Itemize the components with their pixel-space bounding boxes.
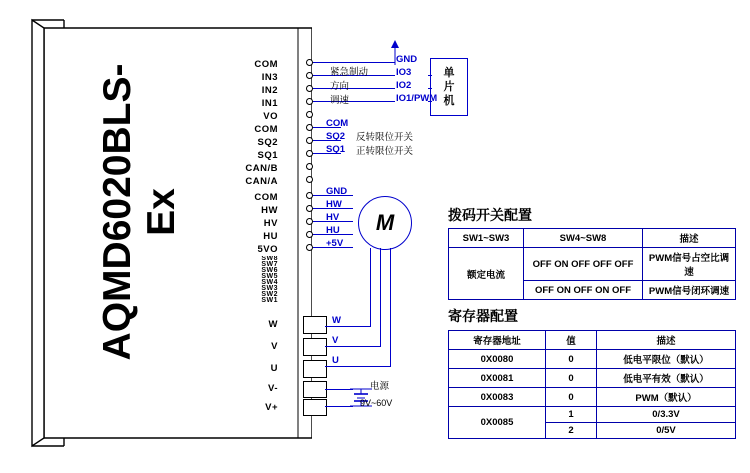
- lead-in1-io1: [313, 101, 395, 102]
- reg-desc-0083: PWM（默认）: [597, 388, 736, 407]
- pin-dot-com1: [306, 59, 313, 66]
- phase-v-wire-v: [380, 248, 381, 346]
- annotation-emergency-stop: 紧急制动: [330, 67, 369, 78]
- table-row: [449, 407, 736, 423]
- pin-dot-can-a: [306, 176, 313, 183]
- phase-u-wire-h: [325, 366, 391, 367]
- gnd-arrow-icon: [386, 40, 404, 66]
- sw-cell-r1-c3: PWM信号占空比调速: [643, 248, 736, 281]
- table-row: [449, 369, 736, 388]
- pin-label-in2: IN2: [261, 85, 278, 96]
- dip-switch-label-block: [238, 256, 282, 304]
- pin-dot-in2: [306, 85, 313, 92]
- table-row: [449, 388, 736, 407]
- pin-label-sw1: SW1: [261, 297, 278, 304]
- reg-header-addr: 寄存器地址: [449, 331, 546, 350]
- reg-desc-0085-2: 0/5V: [597, 423, 736, 439]
- pin-label-sw8: SW8: [261, 256, 278, 262]
- reg-desc-0081: 低电平有效（默认）: [597, 369, 736, 388]
- terminal-vplus: [303, 399, 327, 416]
- pin-label-sq1: SQ1: [257, 150, 278, 161]
- pin-label-sw3: SW3: [261, 285, 278, 292]
- signal-hu: HU: [326, 225, 340, 236]
- pin-label-sw5: SW5: [261, 273, 278, 280]
- table-row: [449, 248, 736, 281]
- table-row: [449, 350, 736, 369]
- pin-label-in1: IN1: [261, 98, 278, 109]
- signal-com-limit: COM: [326, 118, 349, 129]
- phase-w-wire-h: [325, 326, 371, 327]
- phase-u-wire-v: [390, 248, 391, 366]
- pin-label-in3: IN3: [261, 72, 278, 83]
- reg-desc-0080: 低电平限位（默认）: [597, 350, 736, 369]
- annotation-forward-limit: 正转限位开关: [356, 146, 414, 157]
- lead-in2-io2: [313, 88, 395, 89]
- sw-cell-r2-c2: OFF ON OFF ON OFF: [524, 281, 643, 300]
- signal-hv: HV: [326, 212, 340, 223]
- pin-dot-can-b: [306, 163, 313, 170]
- table-header-row: [449, 229, 736, 248]
- pin-dot-5vo: [306, 244, 313, 251]
- sw-header-1: SW1~SW3: [449, 229, 524, 248]
- reg-header-desc: 描述: [597, 331, 736, 350]
- terminal-v: [303, 338, 327, 356]
- annotation-speed: 调速: [330, 95, 350, 106]
- terminal-vminus: [303, 381, 327, 398]
- pin-label-sw2: SW2: [261, 291, 278, 298]
- pin-dot-com2: [306, 124, 313, 131]
- phase-v-wire-h: [325, 346, 381, 347]
- terminal-w: [303, 316, 327, 334]
- reg-addr-0085: 0X0085: [449, 407, 546, 439]
- signal-gnd-top: GND: [396, 54, 418, 65]
- mcu-label-2: 片: [443, 81, 455, 93]
- pin-label-vo: VO: [263, 111, 278, 122]
- reg-val-0080: 0: [546, 350, 597, 369]
- pin-label-hw: HW: [261, 205, 278, 216]
- lead-com-gnd: [313, 62, 395, 63]
- pin-dot-sq1: [306, 150, 313, 157]
- reg-header-val: 值: [546, 331, 597, 350]
- pin-label-vminus: V-: [268, 383, 278, 394]
- reg-addr-0083: 0X0083: [449, 388, 546, 407]
- pin-label-com3: COM: [254, 192, 278, 203]
- switch-table-title: 拨码开关配置: [448, 207, 532, 223]
- pin-label-can-b: CAN/B: [245, 163, 278, 174]
- pin-label-sw6: SW6: [261, 267, 278, 274]
- motor-label: M: [375, 210, 395, 235]
- pin-label-com1: COM: [254, 59, 278, 70]
- sw-header-2: SW4~SW8: [524, 229, 643, 248]
- pin-label-u: U: [270, 363, 278, 374]
- motor-symbol: [358, 196, 412, 250]
- power-lead-plus: [325, 406, 353, 407]
- pin-dot-hw: [306, 205, 313, 212]
- signal-v: V: [332, 335, 339, 346]
- power-lead-minus: [325, 389, 353, 390]
- reg-val-0085-2: 2: [546, 423, 597, 439]
- pin-label-w: W: [268, 319, 278, 330]
- reg-desc-0085-1: 0/3.3V: [597, 407, 736, 423]
- pin-label-vplus: V+: [265, 402, 278, 413]
- signal-u: U: [332, 355, 339, 366]
- signal-w: W: [332, 315, 341, 326]
- pin-label-5vo: 5VO: [257, 244, 278, 255]
- terminal-u: [303, 360, 327, 378]
- annotation-power-range: 9V~60V: [360, 398, 393, 408]
- signal-gnd-hall: GND: [326, 186, 348, 197]
- annotation-direction: 方向: [330, 81, 350, 92]
- device-title: AQMD6020BLS-Ex: [96, 63, 183, 361]
- pin-dot-hu: [306, 231, 313, 238]
- signal-io1-pwm: IO1/PWM: [396, 93, 438, 104]
- pin-label-sw4: SW4: [261, 279, 278, 286]
- phase-w-wire-v: [370, 248, 371, 326]
- annotation-power-label: 电源: [370, 381, 390, 392]
- signal-hw: HW: [326, 199, 342, 210]
- pin-label-v: V: [271, 341, 278, 352]
- mcu-label-1: 单: [443, 67, 455, 79]
- pin-dot-in1: [306, 98, 313, 105]
- pin-label-hv: HV: [263, 218, 278, 229]
- signal-5v: +5V: [326, 238, 344, 249]
- reg-addr-0080: 0X0080: [449, 350, 546, 369]
- pin-dot-sq2: [306, 137, 313, 144]
- table-header-row: [449, 331, 736, 350]
- pin-dot-com3: [306, 192, 313, 199]
- pin-dot-in3: [306, 72, 313, 79]
- sw-cell-rated-current: 额定电流: [449, 248, 524, 300]
- signal-sq1: SQ1: [326, 144, 346, 155]
- signal-sq2: SQ2: [326, 131, 346, 142]
- reg-addr-0081: 0X0081: [449, 369, 546, 388]
- mcu-label-3: 机: [443, 95, 455, 107]
- annotation-reverse-limit: 反转限位开关: [356, 132, 414, 143]
- pin-dot-vo: [306, 111, 313, 118]
- sw-cell-r1-c2: OFF ON OFF OFF OFF: [524, 248, 643, 281]
- signal-io3: IO3: [396, 67, 412, 78]
- reg-val-0083: 0: [546, 388, 597, 407]
- pin-label-sq2: SQ2: [257, 137, 278, 148]
- sw-cell-r2-c3: PWM信号闭环调速: [643, 281, 736, 300]
- reg-val-0085-1: 1: [546, 407, 597, 423]
- register-table-title: 寄存器配置: [448, 308, 518, 324]
- pin-label-sw7: SW7: [261, 261, 278, 268]
- switch-config-table: [448, 228, 736, 300]
- sw-header-3: 描述: [643, 229, 736, 248]
- signal-io2: IO2: [396, 80, 412, 91]
- pin-dot-hv: [306, 218, 313, 225]
- pin-label-hu: HU: [263, 231, 278, 242]
- reg-val-0081: 0: [546, 369, 597, 388]
- register-config-table: [448, 330, 736, 439]
- mcu-block: [430, 58, 468, 116]
- pin-label-can-a: CAN/A: [245, 176, 278, 187]
- pin-label-com2: COM: [254, 124, 278, 135]
